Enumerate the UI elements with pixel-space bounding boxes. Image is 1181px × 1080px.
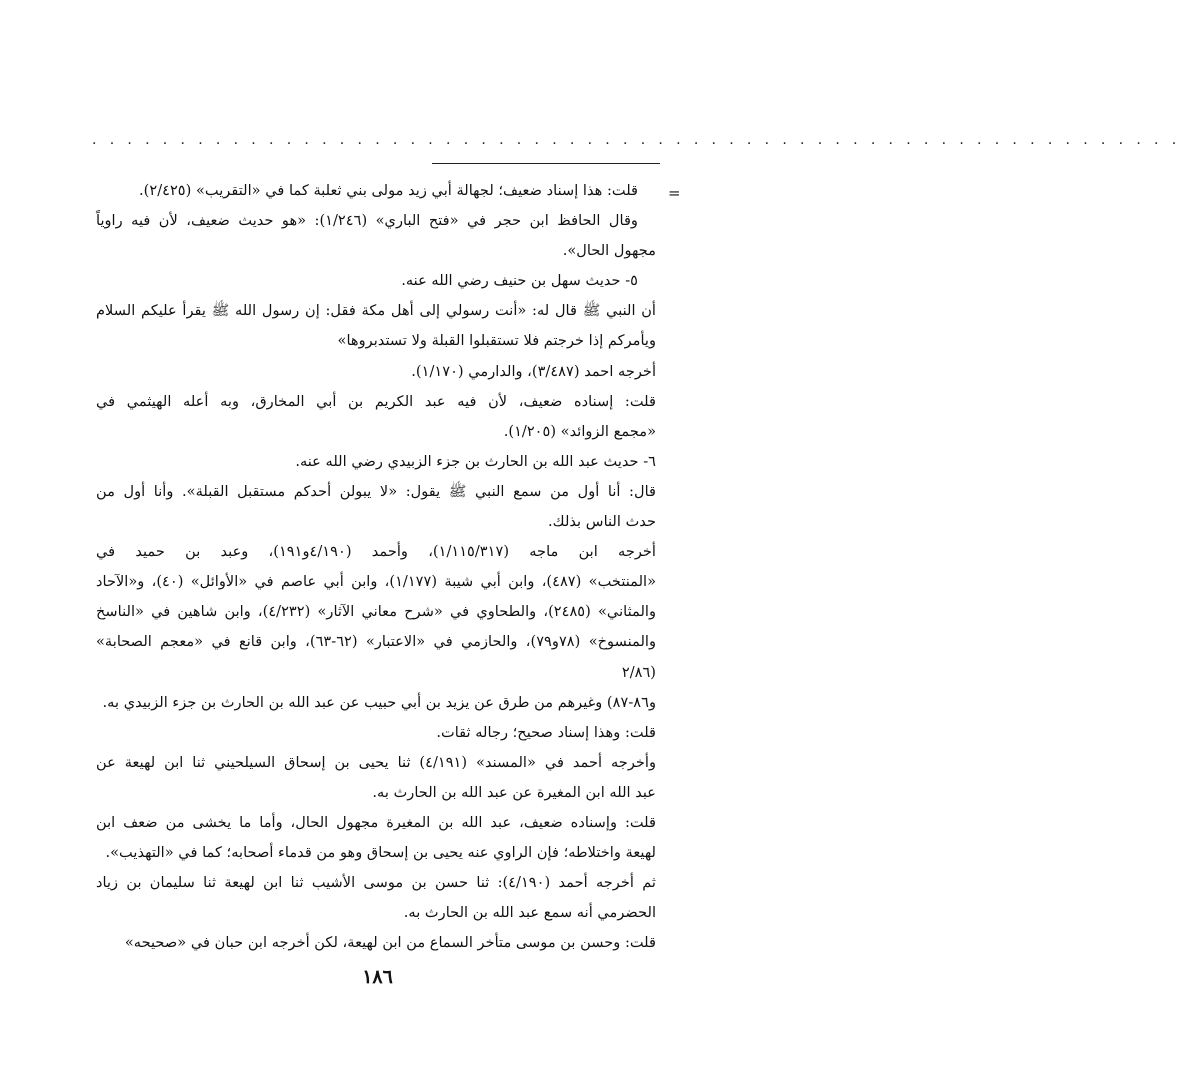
paragraph: قلت: وحسن بن موسى متأخر السماع من ابن لهيعة، لكن أخرجه ابن حبان في «صحيحه» [124, 934, 656, 952]
paragraph: قلت: إسناده ضعيف، لأن فيه عبد الكريم بن أبي المخارق، وبه أعله الهيثمي في [96, 392, 656, 410]
footnote-text [96, 176, 656, 958]
footnote-separator-dots: . . . . . . . . . . . . . . . . . . . . . . . . . . . . . . . . . . . . . . . . . . . . . . . . . . . . . . . . . . . . . . [92, 132, 1181, 148]
paragraph: أخرجه ابن ماجه (١/١١٥/٣١٧)، وأحمد (٤/١٩٠و١٩١)، وعبد بن حميد في [96, 543, 656, 561]
page-number: ١٨٦ [362, 966, 393, 988]
paragraph-line: عبد الله ابن المغيرة عن عبد الله بن الحارث به. [372, 783, 656, 801]
paragraph: أن النبي ﷺ قال له: «أنت رسولي إلى أهل مكة فقل: إن رسول الله ﷺ يقرأ عليكم السلام [96, 302, 656, 320]
paragraph: قلت: هذا إسناد ضعيف؛ لجهالة أبي زيد مولى بني ثعلبة كما في «التقريب» (٢/٤٢٥). [139, 182, 638, 199]
continuation-marker: = [668, 184, 681, 202]
paragraph-line: «المنتخب» (٤٨٧)، وابن أبي شيبة (١/١٧٧)، وابن أبي عاصم في «الأوائل» (٤٠)، و«الآحاد [96, 573, 656, 591]
footnote-rule [432, 163, 660, 164]
paragraph-line: مجهول الحال». [562, 242, 656, 260]
paragraph-line: والمثاني» (٢٤٨٥)، والطحاوي في «شرح معاني الآثار» (٤/٢٣٢)، وابن شاهين في «الناسخ [96, 603, 656, 621]
paragraph-line: والمنسوخ» (٧٨و٧٩)، والحازمي في «الاعتبار» (٦٢-٦٣)، وابن قانع في «معجم الصحابة» (٢/٨٦ [96, 633, 656, 681]
paragraph-line: لهيعة واختلاطه؛ فإن الراوي عنه يحيى بن إسحاق وهو من قدماء أصحابه؛ كما في «التهذيب». [105, 844, 656, 862]
paragraph-line: «مجمع الزوائد» (١/٢٠٥). [503, 422, 656, 440]
paragraph: قلت: وإسناده ضعيف، عبد الله بن المغيرة مجهول الحال، وأما ما يخشى من ضعف ابن [96, 813, 656, 831]
paragraph: قلت: وهذا إسناد صحيح؛ رجاله ثقات. [436, 723, 656, 741]
paragraph-line: ويأمركم إذا خرجتم فلا تستقبلوا القبلة ولا تستدبروها» [337, 332, 656, 350]
paragraph: وأخرجه أحمد في «المسند» (٤/١٩١) ثنا يحيى بن إسحاق السيلحيني ثنا ابن لهيعة عن [96, 753, 656, 771]
paragraph-line: الحضرمي أنه سمع عبد الله بن الحارث به. [403, 904, 656, 922]
paragraph-line: حدث الناس بذلك. [548, 513, 656, 531]
paragraph: ٦- حديث عبد الله بن الحارث بن جزء الزبيدي رضي الله عنه. [295, 452, 656, 470]
paragraph: ثم أخرجه أحمد (٤/١٩٠): ثنا حسن بن موسى الأشيب ثنا ابن لهيعة ثنا سليمان بن زياد [96, 874, 656, 892]
paragraph: أخرجه احمد (٣/٤٨٧)، والدارمي (١/١٧٠). [411, 362, 656, 380]
paragraph-line: و٨٦-٨٧) وغيرهم من طرق عن يزيد بن أبي حبيب عن عبد الله بن الحارث بن جزء الزبيدي به. [102, 693, 656, 711]
paragraph: ٥- حديث سهل بن حنيف رضي الله عنه. [401, 272, 638, 290]
paragraph: وقال الحافظ ابن حجر في «فتح الباري» (١/٢٤٦): «هو حديث ضعيف، لأن فيه راوياً [96, 212, 638, 230]
paragraph: قال: أنا أول من سمع النبي ﷺ يقول: «لا يبولن أحدكم مستقبل القبلة». وأنا أول من [96, 482, 656, 500]
